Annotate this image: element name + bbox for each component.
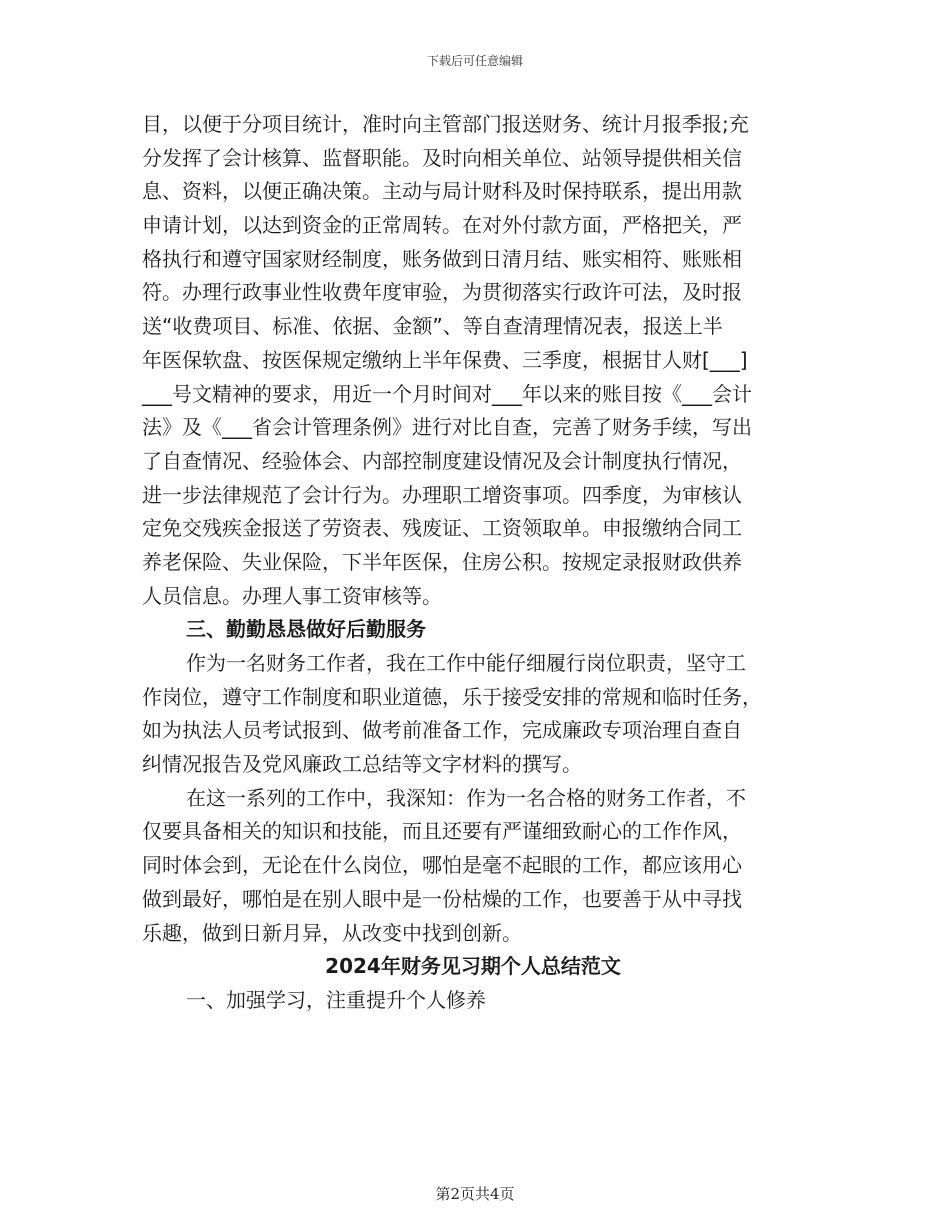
paragraph-1-line: 目，以便于分项目统计，准时向主管部门报送财务、统计月报季报;充 <box>142 112 749 136</box>
paragraph-2-line: 作岗位，遵守工作制度和职业道德，乐于接受安排的常规和临时任务， <box>142 684 762 709</box>
section-3-heading: 三、勤勤恳恳做好后勤服务 <box>186 617 426 642</box>
paragraph-1-line: 法》及《___省会计管理条例》进行对比自查，完善了财务手续，写出 <box>142 415 752 440</box>
paragraph-3-line: 乐趣，做到日新月异，从改变中找到创新。 <box>142 920 522 945</box>
document-body <box>142 108 804 1018</box>
paragraph-2-line: 如为执法人员考试报到、做考前准备工作，完成廉政专项治理自查自 <box>142 718 742 743</box>
page-footer: 第2页共4页 <box>435 1185 515 1203</box>
page-header: 下载后可任意编辑 <box>426 54 523 68</box>
section-1-heading: 一、加强学习，注重提升个人修养 <box>186 987 486 1012</box>
paragraph-1-line: 符。办理行政事业性收费年度审验，为贯彻落实行政许可法，及时报 <box>142 280 742 305</box>
paragraph-1-line: 申请计划，以达到资金的正常周转。在对外付款方面，严格把关，严 <box>142 213 742 238</box>
paragraph-1-line: 格执行和遵守国家财经制度，账务做到日清月结、账实相符、账账相 <box>142 246 742 271</box>
paragraph-3-line: 同时体会到，无论在什么岗位，哪怕是毫不起眼的工作，都应该用心 <box>142 853 742 878</box>
paragraph-1-line: 进一步法律规范了会计行为。办理职工增资事项。四季度，为审核认 <box>142 482 742 507</box>
paragraph-3-line: 做到最好，哪怕是在别人眼中是一份枯燥的工作，也要善于从中寻找 <box>142 886 742 911</box>
paragraph-1-line: 了自查情况、经验体会、内部控制度建设情况及会计制度执行情况， <box>142 448 742 473</box>
paragraph-1-line: 人员信息。办理人事工资审核等。 <box>142 583 442 608</box>
paragraph-1-line: 年医保软盘、按医保规定缴纳上半年保费、三季度，根据甘人财[___] <box>142 347 748 372</box>
paragraph-2-line: 纠情况报告及党风廉政工总结等文字材料的撰写。 <box>142 752 582 777</box>
paragraph-1-line: 养老保险、失业保险，下半年医保，住房公积。按规定录报财政供养 <box>142 549 742 574</box>
paragraph-1-line: ___号文精神的要求，用近一个月时间对___年以来的账目按《___会计 <box>142 381 752 406</box>
paragraph-1-line: 送“收费项目、标准、依据、金额”、等自查清理情况表，报送上半 <box>142 314 723 339</box>
paragraph-3-line: 仅要具备相关的知识和技能，而且还要有严谨细致耐心的工作作风， <box>142 819 742 844</box>
paragraph-3-line: 在这一系列的工作中，我深知：作为一名合格的财务工作者，不 <box>186 785 746 810</box>
paragraph-1-line: 息、资料，以便正确决策。主动与局计财科及时保持联系，提出用款 <box>142 179 742 204</box>
document-title: 2024年财务见习期个人总结范文 <box>325 954 621 979</box>
paragraph-1-line: 定免交残疾金报送了劳资表、残废证、工资领取单。申报缴纳合同工 <box>142 516 742 541</box>
paragraph-2-line: 作为一名财务工作者，我在工作中能仔细履行岗位职责，坚守工 <box>186 651 746 675</box>
paragraph-1-line: 分发挥了会计核算、监督职能。及时向相关单位、站领导提供相关信 <box>142 145 742 170</box>
